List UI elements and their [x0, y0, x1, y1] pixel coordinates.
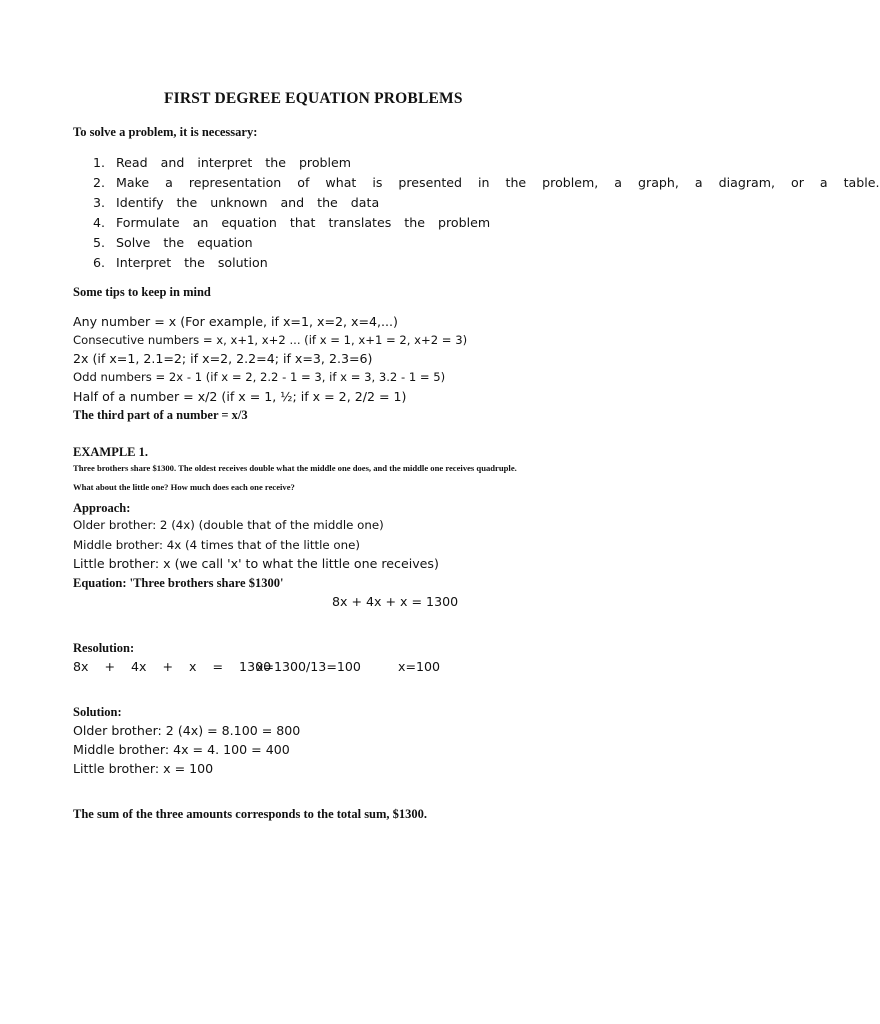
- list-text: Interpret the solution: [116, 255, 268, 270]
- list-number: 6.: [93, 255, 106, 270]
- approach-heading: Approach:: [73, 501, 131, 515]
- solution-line: Middle brother: 4x = 4. 100 = 400: [73, 742, 290, 757]
- equation-heading: Equation: 'Three brothers share $1300': [73, 576, 284, 590]
- list-item: [93, 213, 880, 233]
- example-text: Three brothers share $1300. The oldest receives double what the middle one does, and the middle one receives quadruple.: [73, 463, 517, 473]
- equation: 8x + 4x + x = 1300: [332, 594, 459, 609]
- list-number: 4.: [93, 215, 106, 230]
- intro-text: To solve a problem, it is necessary:: [73, 125, 258, 139]
- list-item: [93, 193, 880, 213]
- example-heading: EXAMPLE 1.: [73, 445, 148, 459]
- solution-line: Little brother: x = 100: [73, 761, 214, 776]
- tip-item: Half of a number = x/2 (if x = 1, ½; if x = 2, 2/2 = 1): [73, 389, 407, 404]
- list-text: Formulate an equation that translates the problem: [116, 215, 491, 230]
- list-item: [93, 253, 880, 273]
- tips-heading: Some tips to keep in mind: [73, 285, 211, 299]
- resolution-step: 8x + 4x + x = 1300: [73, 659, 272, 674]
- tip-item: Odd numbers = 2x - 1 (if x = 2, 2.2 - 1 = 3, if x = 3, 3.2 - 1 = 5): [73, 370, 446, 384]
- list-text: Make a representation of what is presented in the problem, a graph, a diagram, or a table.: [116, 175, 880, 190]
- list-number: 5.: [93, 235, 106, 250]
- list-text: Identify the unknown and the data: [116, 195, 380, 210]
- approach-line: Middle brother: 4x (4 times that of the little one): [73, 538, 360, 552]
- tip-item: 2x (if x=1, 2.1=2; if x=2, 2.2=4; if x=3, 2.3=6): [73, 351, 373, 366]
- steps-list: [93, 153, 880, 273]
- approach-line: Little brother: x (we call 'x' to what the little one receives): [73, 556, 439, 571]
- tip-item: Consecutive numbers = x, x+1, x+2 ... (if x = 1, x+1 = 2, x+2 = 3): [73, 333, 468, 347]
- resolution-heading: Resolution:: [73, 641, 135, 655]
- tip-item: The third part of a number = x/3: [73, 408, 248, 422]
- resolution-step: x=1300/13=100: [256, 659, 361, 674]
- example-text: What about the little one? How much does each one receive?: [73, 482, 295, 492]
- list-item: [93, 173, 880, 193]
- resolution-step: x=100: [398, 659, 441, 674]
- page-title: FIRST DEGREE EQUATION PROBLEMS: [164, 90, 463, 107]
- tip-item: Any number = x (For example, if x=1, x=2, x=4,...): [73, 314, 398, 329]
- list-number: 2.: [93, 175, 106, 190]
- list-text: Solve the equation: [116, 235, 253, 250]
- list-number: 3.: [93, 195, 106, 210]
- list-text: Read and interpret the problem: [116, 155, 352, 170]
- list-item: [93, 153, 880, 173]
- conclusion-text: The sum of the three amounts corresponds to the total sum, $1300.: [73, 807, 428, 821]
- solution-line: Older brother: 2 (4x) = 8.100 = 800: [73, 723, 301, 738]
- list-item: [93, 233, 880, 253]
- approach-line: Older brother: 2 (4x) (double that of the middle one): [73, 518, 384, 532]
- solution-heading: Solution:: [73, 705, 122, 719]
- list-number: 1.: [93, 155, 106, 170]
